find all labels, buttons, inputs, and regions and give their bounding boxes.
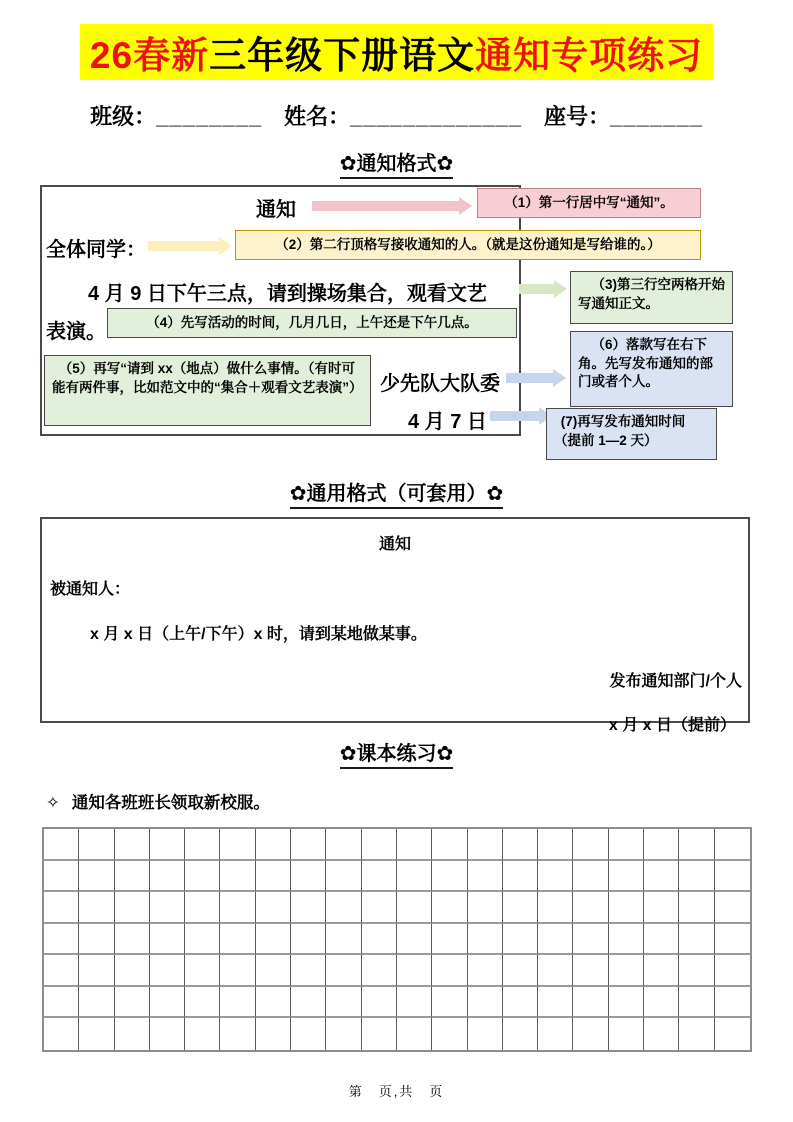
grid-cell[interactable] xyxy=(256,924,291,956)
grid-cell[interactable] xyxy=(573,955,608,987)
grid-cell[interactable] xyxy=(79,987,114,1019)
grid-cell[interactable] xyxy=(397,1018,432,1050)
grid-cell[interactable] xyxy=(256,987,291,1019)
grid-cell[interactable] xyxy=(679,892,714,924)
grid-cell[interactable] xyxy=(185,861,220,893)
grid-cell[interactable] xyxy=(644,829,679,861)
grid-cell[interactable] xyxy=(326,892,361,924)
grid-cell[interactable] xyxy=(538,987,573,1019)
annotation-3: （3)第三行空两格开始写通知正文。 xyxy=(570,271,733,324)
grid-cell[interactable] xyxy=(115,1018,150,1050)
grid-cell[interactable] xyxy=(679,829,714,861)
grid-cell[interactable] xyxy=(79,1018,114,1050)
grid-cell[interactable] xyxy=(609,955,644,987)
grid-cell[interactable] xyxy=(503,861,538,893)
grid-cell[interactable] xyxy=(715,892,750,924)
grid-cell[interactable] xyxy=(291,892,326,924)
grid-cell[interactable] xyxy=(115,955,150,987)
grid-cell[interactable] xyxy=(397,924,432,956)
grid-cell[interactable] xyxy=(185,955,220,987)
generic-template-box xyxy=(40,517,750,734)
grid-cell[interactable] xyxy=(362,1018,397,1050)
grid-cell[interactable] xyxy=(468,892,503,924)
grid-cell[interactable] xyxy=(291,987,326,1019)
page-footer: 第 页,共 页 xyxy=(348,1084,445,1099)
grid-cell[interactable] xyxy=(538,892,573,924)
grid-cell[interactable] xyxy=(715,955,750,987)
grid-cell[interactable] xyxy=(609,987,644,1019)
section-heading-template: ✿通用格式（可套用）✿ xyxy=(0,477,793,509)
arrow-icon-blue-1 xyxy=(506,369,566,387)
grid-cell[interactable] xyxy=(44,829,79,861)
grid-cell[interactable] xyxy=(185,987,220,1019)
student-info-line xyxy=(0,100,793,131)
grid-cell[interactable] xyxy=(468,987,503,1019)
grid-cell[interactable] xyxy=(644,1018,679,1050)
grid-cell[interactable] xyxy=(715,1018,750,1050)
diamond-bullet-icon: ✧ xyxy=(46,794,60,812)
grid-cell[interactable] xyxy=(79,861,114,893)
practice-prompt xyxy=(46,789,793,813)
grid-cell[interactable] xyxy=(185,892,220,924)
sample-signer: 少先队大队委 xyxy=(380,373,500,395)
grid-cell[interactable] xyxy=(291,955,326,987)
grid-cell[interactable] xyxy=(503,987,538,1019)
grid-cell[interactable] xyxy=(115,892,150,924)
grid-cell[interactable] xyxy=(326,955,361,987)
grid-cell[interactable] xyxy=(326,1018,361,1050)
grid-cell[interactable] xyxy=(573,892,608,924)
section-heading-format: ✿通知格式✿ xyxy=(0,147,793,179)
grid-cell[interactable] xyxy=(644,892,679,924)
grid-cell[interactable] xyxy=(538,924,573,956)
name-blank-field[interactable]: _____________ xyxy=(350,104,523,129)
grid-cell[interactable] xyxy=(220,861,255,893)
title-part-3: 通知专项练习 xyxy=(475,35,704,76)
annotation-1: （1）第一行居中写“通知”。 xyxy=(477,188,701,218)
grid-cell[interactable] xyxy=(468,924,503,956)
grid-cell[interactable] xyxy=(538,955,573,987)
grid-cell[interactable] xyxy=(185,924,220,956)
grid-cell[interactable] xyxy=(150,987,185,1019)
grid-cell[interactable] xyxy=(468,861,503,893)
grid-cell[interactable] xyxy=(326,924,361,956)
grid-cell[interactable] xyxy=(256,829,291,861)
name-label: 姓名： xyxy=(284,104,351,129)
grid-cell[interactable] xyxy=(291,1018,326,1050)
grid-cell[interactable] xyxy=(573,861,608,893)
grid-cell[interactable] xyxy=(150,1018,185,1050)
grid-cell[interactable] xyxy=(644,924,679,956)
grid-cell[interactable] xyxy=(538,861,573,893)
grid-cell[interactable] xyxy=(44,955,79,987)
grid-cell[interactable] xyxy=(715,861,750,893)
grid-cell[interactable] xyxy=(644,955,679,987)
grid-cell[interactable] xyxy=(397,955,432,987)
grid-cell[interactable] xyxy=(150,892,185,924)
grid-cell[interactable] xyxy=(468,829,503,861)
grid-cell[interactable] xyxy=(538,1018,573,1050)
grid-cell[interactable] xyxy=(362,987,397,1019)
annotation-6: （6）落款写在右下角。先写发布通知的部门或者个人。 xyxy=(570,331,733,407)
grid-cell[interactable] xyxy=(609,1018,644,1050)
grid-cell[interactable] xyxy=(185,1018,220,1050)
grid-cell[interactable] xyxy=(220,829,255,861)
grid-cell[interactable] xyxy=(256,955,291,987)
seat-blank-field[interactable]: _______ xyxy=(610,104,703,129)
grid-cell[interactable] xyxy=(503,1018,538,1050)
grid-cell[interactable] xyxy=(291,861,326,893)
title-part-2: 三年级下册语文 xyxy=(209,35,476,76)
grid-cell[interactable] xyxy=(644,861,679,893)
grid-cell[interactable] xyxy=(503,892,538,924)
arrow-icon-yellow xyxy=(148,237,232,255)
grid-cell[interactable] xyxy=(432,829,467,861)
sample-date: 4 月 7 日 xyxy=(408,411,487,433)
grid-cell[interactable] xyxy=(150,955,185,987)
grid-cell[interactable] xyxy=(397,987,432,1019)
grid-cell[interactable] xyxy=(573,924,608,956)
grid-cell[interactable] xyxy=(79,924,114,956)
grid-cell[interactable] xyxy=(185,829,220,861)
grid-cell[interactable] xyxy=(150,829,185,861)
grid-cell[interactable] xyxy=(256,1018,291,1050)
practice-prompt-text: 通知各班班长领取新校服。 xyxy=(71,794,270,812)
grid-cell[interactable] xyxy=(326,861,361,893)
grid-cell[interactable] xyxy=(44,1018,79,1050)
grid-cell[interactable] xyxy=(715,829,750,861)
template-title: 通知 xyxy=(378,536,411,553)
grid-cell[interactable] xyxy=(220,892,255,924)
grid-cell[interactable] xyxy=(256,861,291,893)
class-label: 班级： xyxy=(90,104,157,129)
grid-cell[interactable] xyxy=(432,924,467,956)
grid-cell[interactable] xyxy=(397,829,432,861)
arrow-icon-pink xyxy=(312,197,472,215)
grid-cell[interactable] xyxy=(432,987,467,1019)
section-heading-practice: ✿课本练习✿ xyxy=(0,737,793,769)
arrow-icon-green xyxy=(519,280,567,298)
grid-cell[interactable] xyxy=(609,829,644,861)
template-signer: 发布通知部门/个人 xyxy=(609,673,742,690)
grid-cell[interactable] xyxy=(679,924,714,956)
grid-cell[interactable] xyxy=(326,829,361,861)
grid-cell[interactable] xyxy=(432,955,467,987)
writing-grid xyxy=(42,827,752,1052)
grid-cell[interactable] xyxy=(220,987,255,1019)
grid-cell[interactable] xyxy=(44,861,79,893)
annotation-7: (7)再写发布通知时间（提前 1—2 天） xyxy=(546,408,717,460)
grid-cell[interactable] xyxy=(679,1018,714,1050)
grid-cell[interactable] xyxy=(362,829,397,861)
arrow-icon-blue-2 xyxy=(490,407,552,425)
grid-cell[interactable] xyxy=(362,892,397,924)
grid-cell[interactable] xyxy=(362,955,397,987)
grid-cell[interactable] xyxy=(715,924,750,956)
grid-cell[interactable] xyxy=(220,924,255,956)
annotation-4: （4）先写活动的时间，几月几日，上午还是下午几点。 xyxy=(107,308,517,338)
sample-notice-title: 通知 xyxy=(256,199,296,221)
grid-cell[interactable] xyxy=(220,955,255,987)
grid-cell[interactable] xyxy=(115,924,150,956)
sample-body-line1: 4 月 9 日下午三点，请到操场集合，观看文艺 xyxy=(88,283,487,305)
grid-cell[interactable] xyxy=(573,829,608,861)
grid-cell[interactable] xyxy=(44,892,79,924)
grid-cell[interactable] xyxy=(609,861,644,893)
grid-cell[interactable] xyxy=(150,861,185,893)
class-blank-field[interactable]: ________ xyxy=(156,104,263,129)
template-body: x 月 x 日（上午/下午）x 时，请到某地做某事。 xyxy=(90,626,427,643)
grid-cell[interactable] xyxy=(362,924,397,956)
grid-cell[interactable] xyxy=(326,987,361,1019)
grid-cell[interactable] xyxy=(538,829,573,861)
sample-recipient: 全体同学： xyxy=(46,239,146,261)
grid-cell[interactable] xyxy=(44,924,79,956)
grid-cell[interactable] xyxy=(468,1018,503,1050)
seat-label: 座号： xyxy=(544,104,611,129)
grid-cell[interactable] xyxy=(609,924,644,956)
grid-cell[interactable] xyxy=(679,861,714,893)
grid-cell[interactable] xyxy=(115,861,150,893)
grid-cell[interactable] xyxy=(609,892,644,924)
grid-cell[interactable] xyxy=(44,987,79,1019)
grid-cell[interactable] xyxy=(291,924,326,956)
grid-cell[interactable] xyxy=(644,987,679,1019)
sample-body-line2: 表演。 xyxy=(46,321,106,343)
grid-cell[interactable] xyxy=(79,829,114,861)
annotation-2: （2）第二行顶格写接收通知的人。（就是这份通知是写给谁的。） xyxy=(235,230,701,260)
template-date: x 月 x 日（提前） xyxy=(608,717,736,734)
grid-cell[interactable] xyxy=(397,861,432,893)
grid-cell[interactable] xyxy=(79,892,114,924)
title-part-1: 26春新 xyxy=(89,35,210,76)
grid-cell[interactable] xyxy=(573,987,608,1019)
grid-cell[interactable] xyxy=(679,987,714,1019)
grid-cell[interactable] xyxy=(115,987,150,1019)
grid-cell[interactable] xyxy=(468,955,503,987)
grid-cell[interactable] xyxy=(432,861,467,893)
grid-cell[interactable] xyxy=(573,1018,608,1050)
grid-cell[interactable] xyxy=(679,955,714,987)
notice-format-diagram xyxy=(0,185,793,467)
grid-cell[interactable] xyxy=(79,955,114,987)
grid-cell[interactable] xyxy=(115,829,150,861)
grid-cell[interactable] xyxy=(256,892,291,924)
grid-cell[interactable] xyxy=(503,924,538,956)
template-recipient: 被通知人： xyxy=(50,581,131,598)
annotation-5: （5）再写“请到 xx（地点）做什么事情。（有时可能有两件事，比如范文中的“集合＋观看文艺表演”） xyxy=(44,355,371,426)
grid-cell[interactable] xyxy=(362,861,397,893)
grid-cell[interactable] xyxy=(291,829,326,861)
grid-cell[interactable] xyxy=(715,987,750,1019)
grid-cell[interactable] xyxy=(432,1018,467,1050)
grid-cell[interactable] xyxy=(220,1018,255,1050)
grid-cell[interactable] xyxy=(503,829,538,861)
grid-cell[interactable] xyxy=(503,955,538,987)
page-title-banner xyxy=(80,24,713,80)
grid-cell[interactable] xyxy=(432,892,467,924)
grid-cell[interactable] xyxy=(150,924,185,956)
grid-cell[interactable] xyxy=(397,892,432,924)
